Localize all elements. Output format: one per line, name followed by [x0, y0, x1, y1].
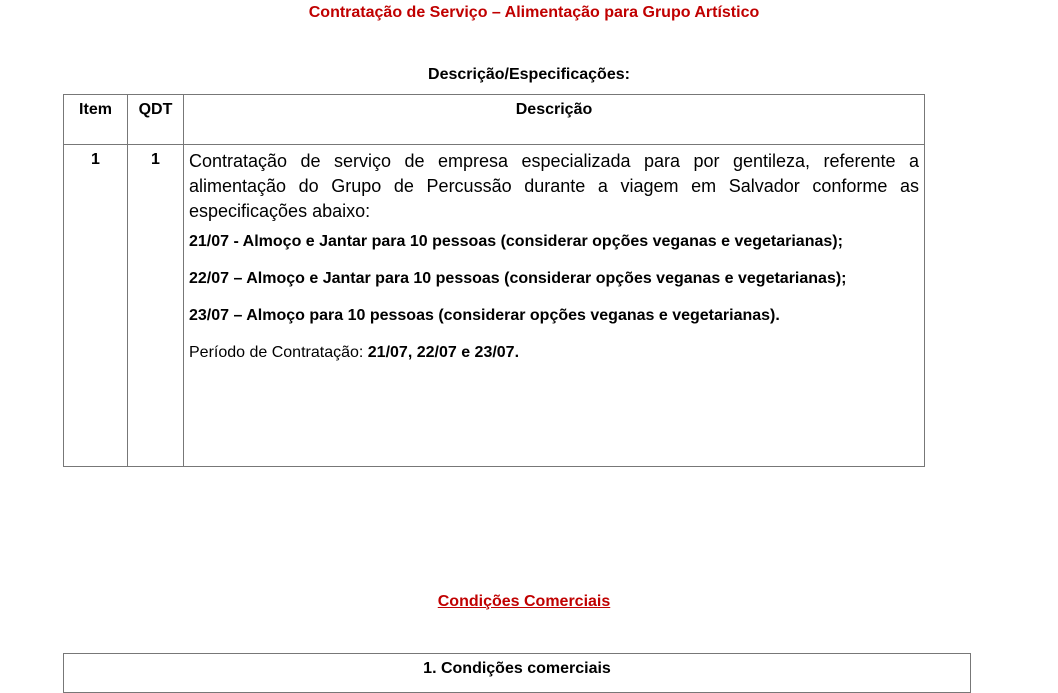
contract-period-label: Período de Contratação:	[189, 344, 368, 361]
description-intro: Contratação de serviço de empresa especializada para por gentileza, referente a alimentação do Grupo de Percussão durante a viagem em Salvador conforme as especificações abaixo:	[189, 151, 919, 221]
contract-period	[189, 343, 919, 362]
cell-qdt: 1	[128, 145, 184, 467]
specifications-table	[63, 94, 925, 467]
header-item: Item	[64, 95, 128, 145]
specifications-heading: Descrição/Especificações:	[428, 66, 630, 83]
commercial-conditions-box-title: 1. Condições comerciais	[423, 660, 611, 677]
list-item: 21/07 - Almoço e Jantar para 10 pessoas (considerar opções veganas e vegetarianas);	[189, 233, 843, 250]
commercial-conditions-box	[63, 653, 971, 693]
cell-description	[184, 145, 925, 467]
cell-item: 1	[64, 145, 128, 467]
table-header-row	[64, 95, 925, 145]
header-description: Descrição	[184, 95, 925, 145]
table-row	[64, 145, 925, 467]
list-item: 23/07 – Almoço para 10 pessoas (considerar opções veganas e vegetarianas).	[189, 307, 780, 324]
header-qdt: QDT	[128, 95, 184, 145]
commercial-conditions-heading: Condições Comerciais	[437, 593, 611, 610]
list-item: 22/07 – Almoço e Jantar para 10 pessoas (considerar opções veganas e vegetarianas);	[189, 270, 847, 287]
contract-period-value: 21/07, 22/07 e 23/07.	[367, 344, 520, 361]
document-title: Contratação de Serviço – Alimentação para Grupo Artístico	[308, 4, 760, 21]
